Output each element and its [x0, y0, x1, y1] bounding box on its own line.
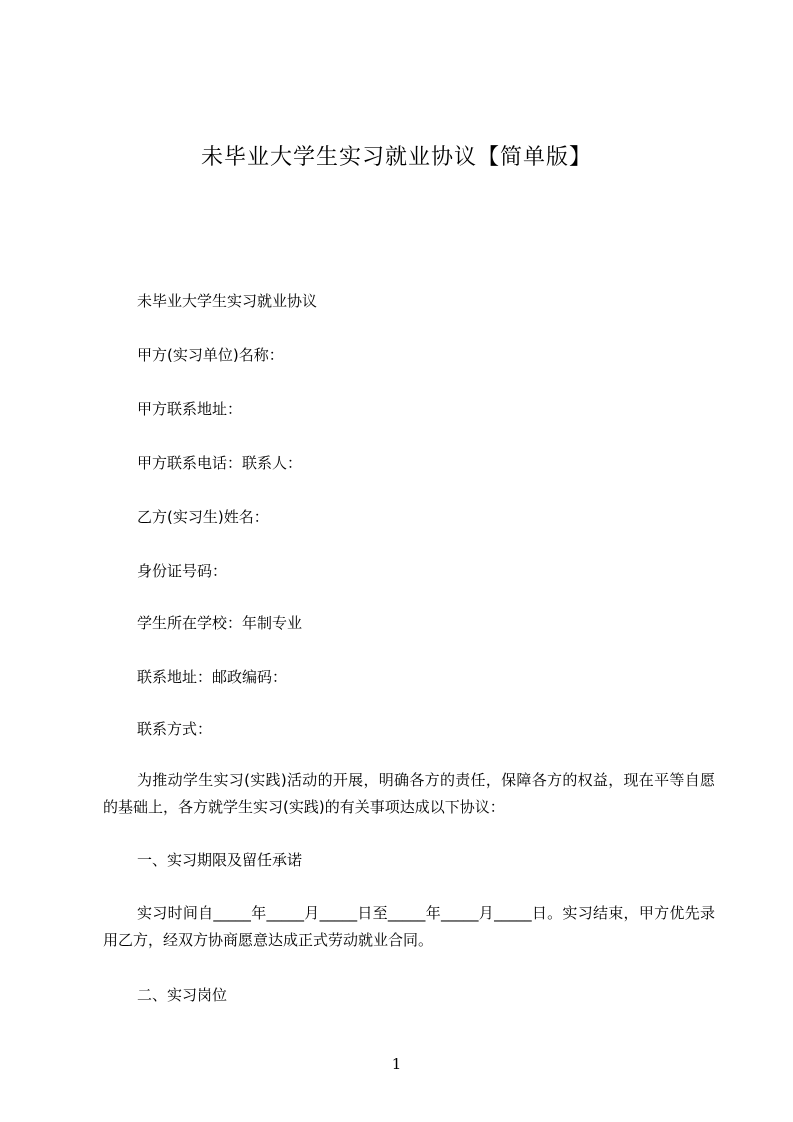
section-2-heading: 二、实习岗位 [137, 986, 228, 1004]
intro-paragraph: 为推动学生实习(实践)活动的开展，明确各方的责任，保障各方的权益，现在平等自愿的基础上，各方就学生实习(实践)的有关事项达成以下协议： [103, 771, 715, 816]
section-1-heading: 一、实习期限及留任承诺 [137, 851, 303, 869]
page-number: 1 [391, 1055, 402, 1073]
party-a-name-field: 甲方(实习单位)名称： [137, 346, 284, 364]
agreement-subtitle: 未毕业大学生实习就业协议 [137, 292, 318, 310]
party-a-phone-field: 甲方联系电话：联系人： [137, 454, 303, 472]
section-1-body: 实习时间自_____年_____月_____日至_____年_____月_____日。实习结束，甲方优先录用乙方，经双方协商愿意达成正式劳动就业合同。 [103, 904, 715, 949]
contact-address-field: 联系地址：邮政编码： [137, 668, 288, 686]
school-field: 学生所在学校：年制专业 [137, 614, 303, 632]
contact-method-field: 联系方式： [137, 720, 213, 738]
document-title: 未毕业大学生实习就业协议【简单版】 [200, 145, 592, 170]
party-b-name-field: 乙方(实习生)姓名： [137, 508, 269, 526]
party-a-address-field: 甲方联系地址： [137, 400, 243, 418]
id-number-field: 身份证号码： [137, 562, 228, 580]
